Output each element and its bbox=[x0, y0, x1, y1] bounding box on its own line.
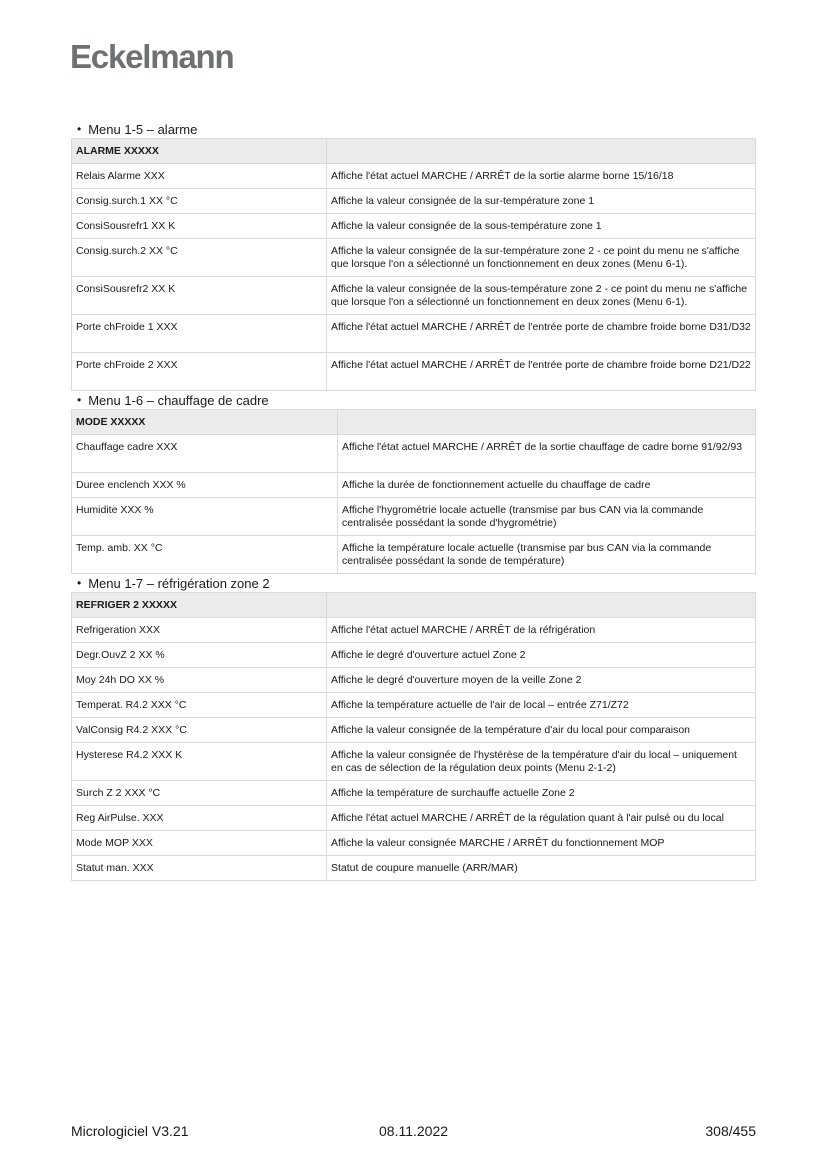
page-content bbox=[71, 120, 756, 881]
param-cell: Relais Alarme XXX bbox=[72, 164, 327, 189]
param-cell: Degr.OuvZ 2 XX % bbox=[72, 643, 327, 668]
section-heading-menu-1-5 bbox=[71, 120, 756, 138]
table-row bbox=[72, 618, 756, 643]
table-row bbox=[72, 781, 756, 806]
table-header-row bbox=[72, 593, 756, 618]
page-footer bbox=[71, 1123, 756, 1141]
table-menu-1-7 bbox=[71, 592, 756, 881]
desc-cell: Affiche l'hygrométrie locale actuelle (transmise par bus CAN via la commande centralisée possédant la sonde d'hygrométrie) bbox=[338, 498, 756, 536]
param-cell: Statut man. XXX bbox=[72, 856, 327, 881]
section-heading-menu-1-6 bbox=[71, 391, 756, 409]
table-header-cell: ALARME XXXXX bbox=[72, 139, 327, 164]
table-header-cell: MODE XXXXX bbox=[72, 410, 338, 435]
param-cell: ConsiSousrefr1 XX K bbox=[72, 214, 327, 239]
table-row bbox=[72, 435, 756, 473]
bullet-icon: • bbox=[77, 392, 82, 407]
table-header-cell-empty bbox=[338, 410, 756, 435]
section-heading-menu-1-7 bbox=[71, 574, 756, 592]
param-cell: Surch Z 2 XXX °C bbox=[72, 781, 327, 806]
param-cell: ValConsig R4.2 XXX °C bbox=[72, 718, 327, 743]
table-menu-1-5 bbox=[71, 138, 756, 391]
desc-cell: Affiche la valeur consignée de la sur-température zone 2 - ce point du menu ne s'affiche que lorsque l'on a sélectionné un fonctionnement en deux zones (Menu 6-1). bbox=[327, 239, 756, 277]
table-row bbox=[72, 239, 756, 277]
table-row bbox=[72, 214, 756, 239]
section-title: Menu 1-6 – chauffage de cadre bbox=[88, 392, 269, 408]
desc-cell: Affiche la valeur consignée de la sur-température zone 1 bbox=[327, 189, 756, 214]
section-title: Menu 1-5 – alarme bbox=[88, 121, 198, 137]
desc-cell: Statut de coupure manuelle (ARR/MAR) bbox=[327, 856, 756, 881]
desc-cell: Affiche la durée de fonctionnement actuelle du chauffage de cadre bbox=[338, 473, 756, 498]
desc-cell: Affiche le degré d'ouverture moyen de la veille Zone 2 bbox=[327, 668, 756, 693]
table-row bbox=[72, 831, 756, 856]
table-row bbox=[72, 473, 756, 498]
param-cell: Consig.surch.2 XX °C bbox=[72, 239, 327, 277]
table-row bbox=[72, 498, 756, 536]
param-cell: Moy 24h DO XX % bbox=[72, 668, 327, 693]
table-row bbox=[72, 315, 756, 353]
param-cell: Reg AirPulse. XXX bbox=[72, 806, 327, 831]
footer-firmware-version: Micrologiciel V3.21 bbox=[71, 1123, 189, 1139]
desc-cell: Affiche l'état actuel MARCHE / ARRÊT de la régulation quant à l'air pulsé ou du local bbox=[327, 806, 756, 831]
desc-cell: Affiche l'état actuel MARCHE / ARRÊT de la sortie chauffage de cadre borne 91/92/93 bbox=[338, 435, 756, 473]
param-cell: ConsiSousrefr2 XX K bbox=[72, 277, 327, 315]
table-row bbox=[72, 668, 756, 693]
desc-cell: Affiche l'état actuel MARCHE / ARRÊT de l'entrée porte de chambre froide borne D21/D22 bbox=[327, 353, 756, 391]
param-cell: Refrigeration XXX bbox=[72, 618, 327, 643]
footer-page-number: 308/455 bbox=[705, 1123, 756, 1139]
table-header-cell-empty bbox=[327, 593, 756, 618]
param-cell: Duree enclench XXX % bbox=[72, 473, 338, 498]
param-cell: Chauffage cadre XXX bbox=[72, 435, 338, 473]
table-row bbox=[72, 353, 756, 391]
table-row bbox=[72, 718, 756, 743]
param-cell: Consig.surch.1 XX °C bbox=[72, 189, 327, 214]
table-row bbox=[72, 806, 756, 831]
desc-cell: Affiche la valeur consignée de la température d'air du local pour comparaison bbox=[327, 718, 756, 743]
param-cell: Porte chFroide 1 XXX bbox=[72, 315, 327, 353]
desc-cell: Affiche le degré d'ouverture actuel Zone 2 bbox=[327, 643, 756, 668]
desc-cell: Affiche l'état actuel MARCHE / ARRÊT de la sortie alarme borne 15/16/18 bbox=[327, 164, 756, 189]
desc-cell: Affiche la valeur consignée de la sous-température zone 1 bbox=[327, 214, 756, 239]
section-title: Menu 1-7 – réfrigération zone 2 bbox=[88, 575, 270, 591]
table-row bbox=[72, 643, 756, 668]
param-cell: Hysterese R4.2 XXX K bbox=[72, 743, 327, 781]
table-header-row bbox=[72, 410, 756, 435]
desc-cell: Affiche la température actuelle de l'air de local – entrée Z71/Z72 bbox=[327, 693, 756, 718]
desc-cell: Affiche la valeur consignée de l'hystérèse de la température d'air du local – uniquement en cas de sélection de la régulation deux points (Menu 2-1-2) bbox=[327, 743, 756, 781]
table-row bbox=[72, 693, 756, 718]
desc-cell: Affiche la valeur consignée MARCHE / ARRÊT du fonctionnement MOP bbox=[327, 831, 756, 856]
table-menu-1-6 bbox=[71, 409, 756, 574]
table-row bbox=[72, 164, 756, 189]
table-row bbox=[72, 856, 756, 881]
desc-cell: Affiche l'état actuel MARCHE / ARRÊT de la réfrigération bbox=[327, 618, 756, 643]
param-cell: Temperat. R4.2 XXX °C bbox=[72, 693, 327, 718]
desc-cell: Affiche la température locale actuelle (transmise par bus CAN via la commande centralisée possédant la sonde de température) bbox=[338, 536, 756, 574]
footer-date: 08.11.2022 bbox=[379, 1123, 449, 1139]
table-row bbox=[72, 189, 756, 214]
desc-cell: Affiche la valeur consignée de la sous-température zone 2 - ce point du menu ne s'affiche que lorsque l'on a sélectionné un fonctionnement en deux zones (Menu 6-1). bbox=[327, 277, 756, 315]
table-row bbox=[72, 277, 756, 315]
bullet-icon: • bbox=[77, 121, 82, 136]
param-cell: Mode MOP XXX bbox=[72, 831, 327, 856]
table-header-row bbox=[72, 139, 756, 164]
desc-cell: Affiche la température de surchauffe actuelle Zone 2 bbox=[327, 781, 756, 806]
table-header-cell-empty bbox=[327, 139, 756, 164]
param-cell: Humidite XXX % bbox=[72, 498, 338, 536]
table-row bbox=[72, 743, 756, 781]
param-cell: Porte chFroide 2 XXX bbox=[72, 353, 327, 391]
bullet-icon: • bbox=[77, 575, 82, 590]
desc-cell: Affiche l'état actuel MARCHE / ARRÊT de l'entrée porte de chambre froide borne D31/D32 bbox=[327, 315, 756, 353]
table-row bbox=[72, 536, 756, 574]
eckelmann-logo: Eckelmann bbox=[70, 38, 234, 75]
param-cell: Temp. amb. XX °C bbox=[72, 536, 338, 574]
table-header-cell: REFRIGER 2 XXXXX bbox=[72, 593, 327, 618]
